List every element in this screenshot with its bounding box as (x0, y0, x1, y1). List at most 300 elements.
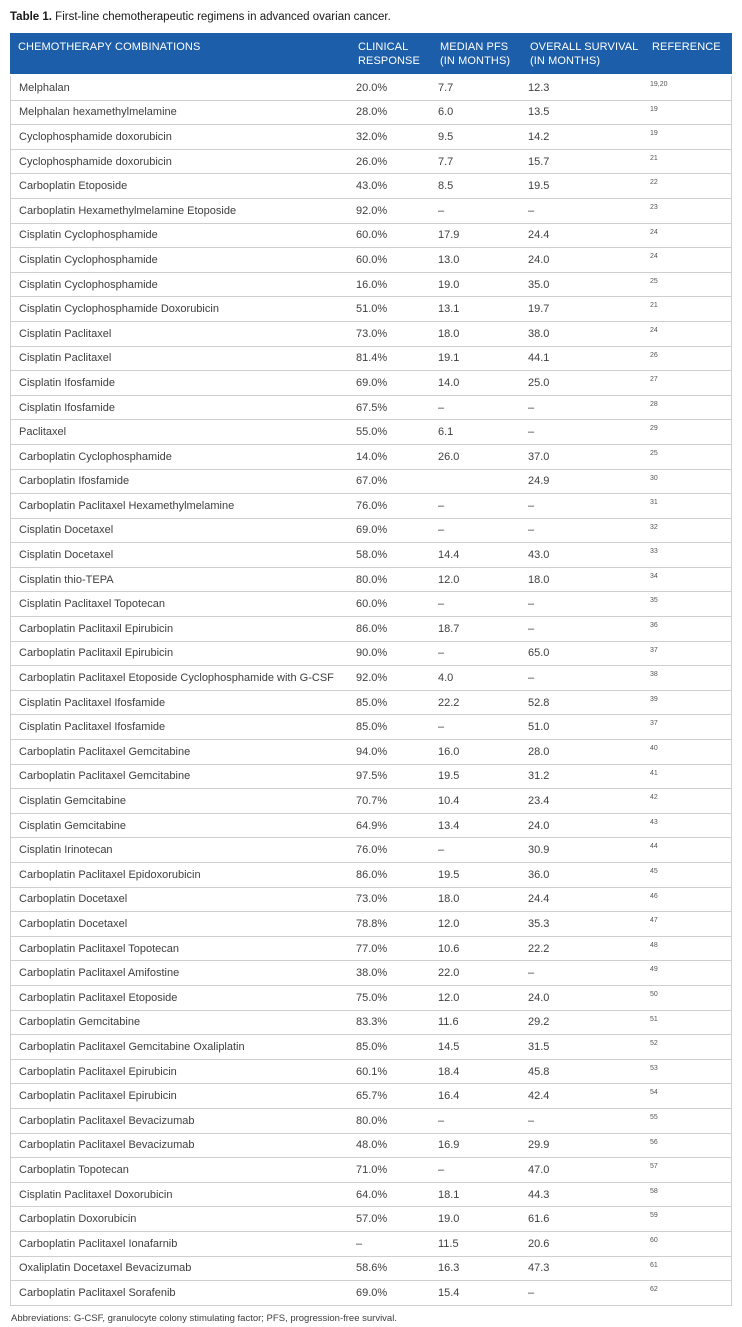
clinical-response-cell: 94.0% (356, 745, 388, 758)
reference-cell: 25 (650, 449, 658, 457)
median-pfs-cell: – (438, 401, 445, 414)
reference-cell: 47 (650, 917, 658, 925)
reference-cell: 24 (650, 326, 658, 334)
overall-survival-cell: – (528, 598, 535, 611)
table-row (11, 396, 731, 421)
overall-survival-cell: 65.0 (528, 647, 550, 660)
clinical-response-cell: 67.5% (356, 401, 388, 414)
clinical-response-cell: 60.0% (356, 598, 388, 611)
table-row (11, 1060, 731, 1085)
regimen-cell: Cisplatin Irinotecan (19, 844, 113, 857)
clinical-response-cell: 43.0% (356, 180, 388, 193)
reference-cell: 38 (650, 671, 658, 679)
table-row (11, 420, 731, 445)
overall-survival-cell: 24.0 (528, 253, 550, 266)
reference-cell: 51 (650, 1015, 658, 1023)
reference-cell: 27 (650, 376, 658, 384)
overall-survival-cell: – (528, 524, 535, 537)
median-pfs-cell: 7.7 (438, 155, 454, 168)
overall-survival-cell: 35.3 (528, 917, 550, 930)
table-row (11, 1183, 731, 1208)
regimen-cell: Carboplatin Paclitaxel Hexamethylmelamine (19, 499, 235, 512)
regimen-cell: Carboplatin Paclitaxel Gemcitabine (19, 745, 191, 758)
overall-survival-cell: 24.4 (528, 893, 550, 906)
regimen-cell: Paclitaxel (19, 426, 67, 439)
overall-survival-cell: 24.4 (528, 229, 550, 242)
clinical-response-cell: 80.0% (356, 1114, 388, 1127)
reference-cell: 37 (650, 646, 658, 654)
median-pfs-cell: – (438, 524, 445, 537)
regimen-cell: Cyclophosphamide doxorubicin (19, 155, 172, 168)
table-row (11, 617, 731, 642)
regimen-cell: Cisplatin Paclitaxel (19, 352, 112, 365)
regimen-cell: Carboplatin Paclitaxel Amifostine (19, 967, 180, 980)
regimen-cell: Cisplatin Docetaxel (19, 549, 114, 562)
median-pfs-cell: 12.0 (438, 991, 460, 1004)
table-row (11, 1084, 731, 1109)
table-row (11, 199, 731, 224)
median-pfs-cell: – (438, 499, 445, 512)
overall-survival-cell: 35.0 (528, 278, 550, 291)
median-pfs-cell: 22.2 (438, 696, 460, 709)
overall-survival-cell: 38.0 (528, 327, 550, 340)
median-pfs-cell: 16.9 (438, 1139, 460, 1152)
regimen-cell: Cisplatin Ifosfamide (19, 376, 115, 389)
median-pfs-cell: 13.0 (438, 253, 460, 266)
regimen-cell: Carboplatin Cyclophosphamide (19, 450, 172, 463)
table-row (11, 568, 731, 593)
regimen-cell: Carboplatin Topotecan (19, 1163, 129, 1176)
regimen-cell: Carboplatin Paclitaxel Epirubicin (19, 1090, 177, 1103)
table-row (11, 740, 731, 765)
clinical-response-cell: 60.1% (356, 1065, 388, 1078)
clinical-response-cell: 20.0% (356, 81, 388, 94)
reference-cell: 45 (650, 868, 658, 875)
regimen-cell: Carboplatin Paclitaxel Gemcitabine Oxaliplatin (19, 1040, 245, 1053)
overall-survival-cell: 29.9 (528, 1139, 550, 1152)
median-pfs-cell: – (438, 647, 445, 660)
overall-survival-cell: 15.7 (528, 155, 550, 168)
reference-cell: 58 (650, 1187, 658, 1195)
median-pfs-cell: 19.5 (438, 868, 460, 881)
reference-cell: 33 (650, 548, 658, 556)
regimen-cell: Carboplatin Paclitaxel Topotecan (19, 942, 180, 955)
table-row (11, 371, 731, 396)
median-pfs-cell: 9.5 (438, 130, 454, 143)
regimen-cell: Cisplatin Paclitaxel Topotecan (19, 598, 165, 611)
overall-survival-cell: 30.9 (528, 844, 550, 857)
regimen-cell: Carboplatin Paclitaxel Sorafenib (19, 1286, 176, 1299)
table-row (11, 1257, 731, 1282)
table-row (11, 642, 731, 667)
clinical-response-cell: 64.0% (356, 1188, 388, 1201)
reference-cell: 22 (650, 179, 658, 187)
clinical-response-cell: 90.0% (356, 647, 388, 660)
table-row (11, 986, 731, 1011)
clinical-response-cell: 97.5% (356, 770, 388, 783)
table-row (11, 789, 731, 814)
table-header-row (10, 33, 732, 74)
clinical-response-cell: – (356, 1237, 363, 1250)
reference-cell: 56 (650, 1138, 658, 1146)
clinical-response-cell: 75.0% (356, 991, 388, 1004)
regimen-cell: Carboplatin Paclitaxil Epirubicin (19, 622, 174, 635)
reference-cell: 31 (650, 499, 658, 507)
regimen-cell: Carboplatin Docetaxel (19, 917, 128, 930)
overall-survival-cell: 45.8 (528, 1065, 550, 1078)
overall-survival-cell: – (528, 499, 535, 512)
median-pfs-cell: 11.5 (438, 1237, 459, 1250)
regimen-cell: Carboplatin Ifosfamide (19, 475, 130, 488)
median-pfs-cell: 7.7 (438, 81, 454, 94)
clinical-response-cell: 60.0% (356, 229, 388, 242)
reference-cell: 32 (650, 523, 658, 531)
clinical-response-cell: 14.0% (356, 450, 388, 463)
median-pfs-cell: 13.4 (438, 819, 460, 832)
clinical-response-cell: 38.0% (356, 967, 388, 980)
clinical-response-cell: 28.0% (356, 106, 388, 119)
table-row (11, 715, 731, 740)
table-row (11, 961, 731, 986)
median-pfs-cell: 16.0 (438, 745, 460, 758)
overall-survival-cell: 37.0 (528, 450, 550, 463)
overall-survival-cell: 18.0 (528, 573, 550, 586)
regimen-cell: Oxaliplatin Docetaxel Bevacizumab (19, 1262, 192, 1275)
overall-survival-cell: – (528, 401, 535, 414)
table-row (11, 1134, 731, 1159)
reference-cell: 41 (650, 769, 658, 777)
overall-survival-cell: 20.6 (528, 1237, 550, 1250)
median-pfs-cell: 10.6 (438, 942, 460, 955)
clinical-response-cell: 65.7% (356, 1090, 388, 1103)
regimen-cell: Cisplatin Gemcitabine (19, 819, 126, 832)
reference-cell: 61 (650, 1261, 658, 1269)
median-pfs-cell: 12.0 (438, 917, 460, 930)
clinical-response-cell: 77.0% (356, 942, 388, 955)
table-row (11, 691, 731, 716)
reference-cell: 29 (650, 425, 658, 433)
reference-cell: 34 (650, 572, 658, 580)
table-row (11, 1011, 731, 1036)
median-pfs-cell: 6.1 (438, 426, 454, 439)
regimen-cell: Carboplatin Paclitaxel Bevacizumab (19, 1114, 195, 1127)
overall-survival-cell: 24.0 (528, 819, 550, 832)
clinical-response-cell: 58.6% (356, 1262, 388, 1275)
clinical-response-cell: 69.0% (356, 524, 388, 537)
median-pfs-cell: – (438, 204, 445, 217)
overall-survival-cell: 12.3 (528, 81, 550, 94)
overall-survival-cell: 42.4 (528, 1090, 550, 1103)
median-pfs-cell: 10.4 (438, 795, 460, 808)
table-row (11, 445, 731, 470)
table-row (11, 1158, 731, 1183)
median-pfs-cell: 19.5 (438, 770, 460, 783)
reference-cell: 60 (650, 1236, 658, 1244)
table-caption-text: First-line chemotherapeutic regimens in advanced ovarian cancer. (55, 11, 391, 23)
overall-survival-cell: – (528, 426, 535, 439)
table-row (11, 592, 731, 617)
regimen-cell: Cisplatin thio-TEPA (19, 573, 114, 586)
regimen-cell: Cisplatin Paclitaxel Ifosfamide (19, 696, 166, 709)
table-row (11, 470, 731, 495)
regimen-cell: Cisplatin Docetaxel (19, 524, 114, 537)
overall-survival-cell: 29.2 (528, 1016, 550, 1029)
column-header-reference: REFERENCE (652, 41, 721, 53)
reference-cell: 19,20 (650, 81, 668, 88)
clinical-response-cell: 80.0% (356, 573, 388, 586)
overall-survival-cell: 61.6 (528, 1213, 550, 1226)
overall-survival-cell: 19.5 (528, 180, 550, 193)
reference-cell: 24 (650, 253, 658, 261)
overall-survival-cell: 24.0 (528, 991, 550, 1004)
reference-cell: 26 (650, 351, 658, 359)
overall-survival-cell: 44.3 (528, 1188, 550, 1201)
regimen-cell: Carboplatin Paclitaxel Etoposide (19, 991, 178, 1004)
median-pfs-cell: 4.0 (438, 672, 454, 685)
clinical-response-cell: 64.9% (356, 819, 388, 832)
reference-cell: 36 (650, 622, 658, 630)
reference-cell: 23 (650, 203, 658, 211)
column-header-overall-survival: OVERALL SURVIVAL (IN MONTHS) (530, 41, 638, 67)
reference-cell: 57 (650, 1163, 658, 1171)
regimen-cell: Cisplatin Gemcitabine (19, 795, 126, 808)
table-row (11, 248, 731, 273)
overall-survival-cell: 36.0 (528, 868, 550, 881)
reference-cell: 43 (650, 818, 658, 826)
overall-survival-cell: 28.0 (528, 745, 550, 758)
median-pfs-cell: 18.4 (438, 1065, 460, 1078)
median-pfs-cell: 18.1 (438, 1188, 460, 1201)
clinical-response-cell: 71.0% (356, 1163, 388, 1176)
median-pfs-cell: – (438, 1114, 445, 1127)
median-pfs-cell (438, 470, 528, 494)
median-pfs-cell: 19.0 (438, 278, 460, 291)
reference-cell: 21 (650, 154, 658, 162)
table-row (11, 765, 731, 790)
reference-cell: 19 (650, 105, 658, 113)
overall-survival-cell: 14.2 (528, 130, 550, 143)
table-row (11, 1207, 731, 1232)
clinical-response-cell: 85.0% (356, 1040, 388, 1053)
regimen-cell: Cisplatin Paclitaxel Ifosfamide (19, 721, 166, 734)
clinical-response-cell: 16.0% (356, 278, 388, 291)
median-pfs-cell: 18.0 (438, 893, 460, 906)
regimen-cell: Carboplatin Docetaxel (19, 893, 128, 906)
table-row (11, 297, 731, 322)
clinical-response-cell: 70.7% (356, 795, 388, 808)
overall-survival-cell: 31.2 (528, 770, 550, 783)
table-row (11, 1281, 731, 1306)
median-pfs-cell: 14.4 (438, 549, 460, 562)
reference-cell: 39 (650, 695, 658, 703)
regimen-cell: Cisplatin Cyclophosphamide (19, 253, 158, 266)
clinical-response-cell: 86.0% (356, 868, 388, 881)
reference-cell: 37 (650, 720, 658, 728)
reference-cell: 30 (650, 474, 658, 482)
reference-cell: 55 (650, 1113, 658, 1121)
regimen-cell: Carboplatin Etoposide (19, 180, 128, 193)
median-pfs-cell: 12.0 (438, 573, 460, 586)
table-caption (10, 10, 732, 24)
reference-cell: 35 (650, 597, 658, 605)
overall-survival-cell: – (528, 622, 535, 635)
reference-cell: 53 (650, 1064, 658, 1072)
median-pfs-cell: 17.9 (438, 229, 460, 242)
reference-cell: 52 (650, 1040, 658, 1048)
clinical-response-cell: 48.0% (356, 1139, 388, 1152)
reference-cell: 48 (650, 941, 658, 949)
clinical-response-cell: 26.0% (356, 155, 388, 168)
clinical-response-cell: 55.0% (356, 426, 388, 439)
clinical-response-cell: 85.0% (356, 696, 388, 709)
regimen-cell: Cisplatin Cyclophosphamide (19, 229, 158, 242)
abbreviations-footnote: Abbreviations: G-CSF, granulocyte colony stimulating factor; PFS, progression-free survival. (11, 1312, 397, 1324)
table-row (11, 273, 731, 298)
median-pfs-cell: – (438, 721, 445, 734)
overall-survival-cell: 31.5 (528, 1040, 550, 1053)
table-row (11, 1109, 731, 1134)
reference-cell: 40 (650, 745, 658, 753)
table-row (11, 76, 731, 101)
median-pfs-cell: 11.6 (438, 1016, 459, 1029)
overall-survival-cell: 43.0 (528, 549, 550, 562)
clinical-response-cell: 81.4% (356, 352, 388, 365)
reference-cell: 25 (650, 277, 658, 285)
regimen-cell: Carboplatin Paclitaxel Etoposide Cyclophosphamide with G-CSF (19, 672, 334, 685)
median-pfs-cell: 14.0 (438, 376, 460, 389)
median-pfs-cell: 19.0 (438, 1213, 460, 1226)
overall-survival-cell: 47.3 (528, 1262, 550, 1275)
regimen-cell: Carboplatin Gemcitabine (19, 1016, 141, 1029)
table-row (11, 347, 731, 372)
median-pfs-cell: 18.0 (438, 327, 460, 340)
table-row (11, 519, 731, 544)
regimen-cell: Carboplatin Paclitaxel Epirubicin (19, 1065, 177, 1078)
table-body (10, 76, 732, 1306)
regimen-cell: Melphalan hexamethylmelamine (19, 106, 177, 119)
reference-cell: 21 (650, 302, 658, 310)
clinical-response-cell: 69.0% (356, 1286, 388, 1299)
overall-survival-cell: 19.7 (528, 303, 550, 316)
regimen-cell: Carboplatin Paclitaxel Bevacizumab (19, 1139, 195, 1152)
regimen-cell: Cisplatin Paclitaxel (19, 327, 112, 340)
median-pfs-cell: 19.1 (438, 352, 460, 365)
overall-survival-cell: – (528, 967, 535, 980)
regimen-cell: Carboplatin Paclitaxil Epirubicin (19, 647, 174, 660)
reference-cell: 46 (650, 892, 658, 900)
table-row (11, 125, 731, 150)
regimen-cell: Carboplatin Hexamethylmelamine Etoposide (19, 204, 237, 217)
median-pfs-cell: 16.3 (438, 1262, 460, 1275)
overall-survival-cell: 24.9 (528, 475, 550, 488)
table-caption-label: Table 1. (10, 11, 52, 23)
overall-survival-cell: 23.4 (528, 795, 550, 808)
table-row (11, 1035, 731, 1060)
table-row (11, 494, 731, 519)
overall-survival-cell: 13.5 (528, 106, 550, 119)
median-pfs-cell: – (438, 598, 445, 611)
regimen-cell: Cisplatin Paclitaxel Doxorubicin (19, 1188, 173, 1201)
clinical-response-cell: 60.0% (356, 253, 388, 266)
regimen-cell: Melphalan (19, 81, 70, 94)
reference-cell: 49 (650, 966, 658, 974)
table-row (11, 863, 731, 888)
reference-cell: 62 (650, 1286, 658, 1294)
table-row (11, 224, 731, 249)
clinical-response-cell: 85.0% (356, 721, 388, 734)
overall-survival-cell: – (528, 204, 535, 217)
clinical-response-cell: 76.0% (356, 844, 388, 857)
clinical-response-cell: 51.0% (356, 303, 388, 316)
table-row (11, 666, 731, 691)
median-pfs-cell: – (438, 1163, 445, 1176)
median-pfs-cell: 15.4 (438, 1286, 460, 1299)
clinical-response-cell: 76.0% (356, 499, 388, 512)
overall-survival-cell: 25.0 (528, 376, 550, 389)
regimen-cell: Cyclophosphamide doxorubicin (19, 130, 172, 143)
median-pfs-cell: 22.0 (438, 967, 460, 980)
median-pfs-cell: 8.5 (438, 180, 454, 193)
regimen-cell: Carboplatin Paclitaxel Ionafarnib (19, 1237, 178, 1250)
reference-cell: 50 (650, 990, 658, 998)
median-pfs-cell: – (438, 844, 445, 857)
table-row (11, 912, 731, 937)
median-pfs-cell: 26.0 (438, 450, 460, 463)
table-row (11, 814, 731, 839)
clinical-response-cell: 92.0% (356, 204, 388, 217)
reference-cell: 44 (650, 843, 658, 851)
clinical-response-cell: 92.0% (356, 672, 388, 685)
regimen-cell: Carboplatin Paclitaxel Gemcitabine (19, 770, 191, 783)
regimen-cell: Cisplatin Cyclophosphamide (19, 278, 158, 291)
clinical-response-cell: 78.8% (356, 917, 388, 930)
clinical-response-cell: 73.0% (356, 327, 388, 340)
table-row (11, 150, 731, 175)
regimens-table (10, 33, 732, 1306)
table-row (11, 838, 731, 863)
reference-cell: 42 (650, 794, 658, 802)
column-header-clinical-response: CLINICAL RESPONSE (358, 41, 420, 67)
reference-cell: 24 (650, 228, 658, 236)
column-header-median-pfs: MEDIAN PFS (IN MONTHS) (440, 41, 511, 67)
clinical-response-cell: 83.3% (356, 1016, 388, 1029)
clinical-response-cell: 67.0% (356, 475, 388, 488)
clinical-response-cell: 32.0% (356, 130, 388, 143)
reference-cell: 54 (650, 1089, 658, 1097)
overall-survival-cell: – (528, 672, 535, 685)
table-row (11, 174, 731, 199)
overall-survival-cell: 22.2 (528, 942, 550, 955)
overall-survival-cell: 52.8 (528, 696, 550, 709)
table-row (11, 101, 731, 126)
regimen-cell: Carboplatin Doxorubicin (19, 1213, 137, 1226)
column-header-chemotherapy-combinations: CHEMOTHERAPY COMBINATIONS (18, 41, 201, 53)
regimen-cell: Cisplatin Cyclophosphamide Doxorubicin (19, 303, 219, 316)
overall-survival-cell: 51.0 (528, 721, 550, 734)
clinical-response-cell: 69.0% (356, 376, 388, 389)
table-row (11, 543, 731, 568)
table-row (11, 888, 731, 913)
regimen-cell: Cisplatin Ifosfamide (19, 401, 115, 414)
median-pfs-cell: 18.7 (438, 622, 460, 635)
overall-survival-cell: – (528, 1286, 535, 1299)
median-pfs-cell: 13.1 (438, 303, 460, 316)
overall-survival-cell: 47.0 (528, 1163, 550, 1176)
table-row (11, 937, 731, 962)
clinical-response-cell: 57.0% (356, 1213, 388, 1226)
clinical-response-cell: 86.0% (356, 622, 388, 635)
table-row (11, 322, 731, 347)
